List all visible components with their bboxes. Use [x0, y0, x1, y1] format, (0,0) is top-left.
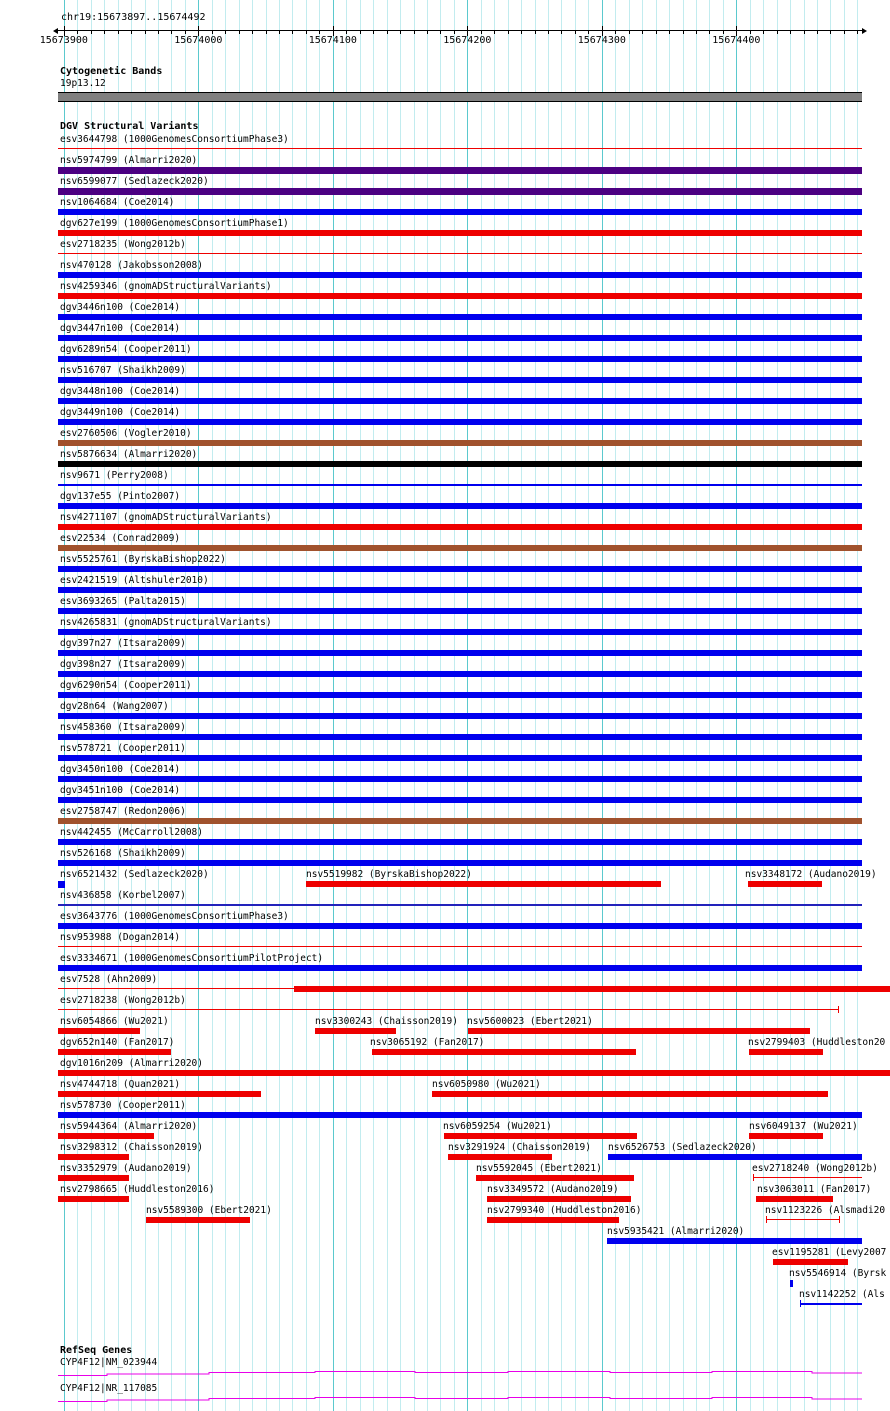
variant-label[interactable]: nsv2799340 (Huddleston2016): [487, 1205, 642, 1216]
variant-label[interactable]: esv3644798 (1000GenomesConsortiumPhase3): [60, 134, 289, 145]
variant-label[interactable]: nsv3349572 (Audano2019): [487, 1184, 619, 1195]
dgv-track-title: DGV Structural Variants: [60, 121, 199, 132]
variant-label[interactable]: nsv5944364 (Almarri2020): [60, 1121, 198, 1132]
variant-label[interactable]: nsv458360 (Itsara2009): [60, 722, 186, 733]
variant-label[interactable]: esv2421519 (Altshuler2010): [60, 575, 209, 586]
variant-label[interactable]: nsv3065192 (Fan2017): [370, 1037, 485, 1048]
ruler-tick-label: 15674100: [308, 35, 357, 46]
variant-label[interactable]: dgv137e55 (Pinto2007): [60, 491, 181, 502]
variant-label[interactable]: nsv1142252 (Als: [799, 1289, 885, 1300]
variant-label[interactable]: esv2718240 (Wong2012b): [752, 1163, 878, 1174]
variant-label[interactable]: nsv6059254 (Wu2021): [443, 1121, 552, 1132]
gene-model-line[interactable]: [58, 1372, 862, 1376]
variant-label[interactable]: dgv397n27 (Itsara2009): [60, 638, 186, 649]
variant-label[interactable]: esv2758747 (Redon2006): [60, 806, 186, 817]
cytoband-track-title: Cytogenetic Bands: [60, 66, 163, 77]
variant-label[interactable]: dgv3450n100 (Coe2014): [60, 764, 181, 775]
variant-label[interactable]: nsv4259346 (gnomADStructuralVariants): [60, 281, 272, 292]
variant-label[interactable]: nsv5592045 (Ebert2021): [476, 1163, 602, 1174]
variant-label[interactable]: nsv5600023 (Ebert2021): [467, 1016, 593, 1027]
variant-label[interactable]: dgv3446n100 (Coe2014): [60, 302, 181, 313]
variant-label[interactable]: nsv4265831 (gnomADStructuralVariants): [60, 617, 272, 628]
variant-label[interactable]: nsv5525761 (ByrskaBishop2022): [60, 554, 226, 565]
variant-label[interactable]: dgv6289n54 (Cooper2011): [60, 344, 192, 355]
variant-label[interactable]: dgv6290n54 (Cooper2011): [60, 680, 192, 691]
variant-label[interactable]: nsv953988 (Dogan2014): [60, 932, 181, 943]
variant-label[interactable]: dgv652n140 (Fan2017): [60, 1037, 175, 1048]
variant-label[interactable]: dgv398n27 (Itsara2009): [60, 659, 186, 670]
variant-label[interactable]: nsv6054866 (Wu2021): [60, 1016, 169, 1027]
variant-label[interactable]: nsv9671 (Perry2008): [60, 470, 169, 481]
variant-label[interactable]: nsv3352979 (Audano2019): [60, 1163, 192, 1174]
ruler-tick-label: 15674000: [174, 35, 223, 46]
variant-label[interactable]: dgv3449n100 (Coe2014): [60, 407, 181, 418]
variant-label[interactable]: esv2718238 (Wong2012b): [60, 995, 186, 1006]
ruler-tick-label: 15674200: [443, 35, 492, 46]
variant-label[interactable]: nsv5519982 (ByrskaBishop2022): [306, 869, 472, 880]
variant-label[interactable]: dgv3447n100 (Coe2014): [60, 323, 181, 334]
variant-label[interactable]: nsv6599077 (Sedlazeck2020): [60, 176, 209, 187]
ruler-tick-label: 15673900: [39, 35, 88, 46]
variant-label[interactable]: nsv5935421 (Almarri2020): [607, 1226, 745, 1237]
variant-label[interactable]: nsv470128 (Jakobsson2008): [60, 260, 203, 271]
variant-label[interactable]: nsv6049137 (Wu2021): [749, 1121, 858, 1132]
variant-label[interactable]: nsv526168 (Shaikh2009): [60, 848, 186, 859]
variant-label[interactable]: esv1195281 (Levy2007: [772, 1247, 887, 1258]
variant-label[interactable]: nsv3063011 (Fan2017): [757, 1184, 872, 1195]
variant-label[interactable]: nsv3348172 (Audano2019): [745, 869, 877, 880]
variant-label[interactable]: nsv6526753 (Sedlazeck2020): [608, 1142, 757, 1153]
variant-label[interactable]: nsv4744718 (Quan2021): [60, 1079, 181, 1090]
variant-label[interactable]: nsv3291924 (Chaisson2019): [448, 1142, 591, 1153]
cytoband-label: 19p13.12: [60, 78, 106, 89]
variant-label[interactable]: nsv5589300 (Ebert2021): [146, 1205, 272, 1216]
variant-label[interactable]: esv2760506 (Vogler2010): [60, 428, 192, 439]
variant-label[interactable]: esv3693265 (Palta2015): [60, 596, 186, 607]
refseq-gene-label[interactable]: CYP4F12|NR_117085: [60, 1383, 158, 1394]
variant-label[interactable]: nsv5974799 (Almarri2020): [60, 155, 198, 166]
variant-label[interactable]: nsv2798665 (Huddleston2016): [60, 1184, 215, 1195]
variant-label[interactable]: nsv442455 (McCarroll2008): [60, 827, 203, 838]
variant-label[interactable]: nsv5546914 (Byrsk: [789, 1268, 887, 1279]
variant-label[interactable]: esv3643776 (1000GenomesConsortiumPhase3): [60, 911, 289, 922]
variant-label[interactable]: nsv6521432 (Sedlazeck2020): [60, 869, 209, 880]
variant-label[interactable]: nsv1064684 (Coe2014): [60, 197, 175, 208]
gene-model-line[interactable]: [58, 1398, 862, 1402]
variant-label[interactable]: nsv3298312 (Chaisson2019): [60, 1142, 203, 1153]
variant-label[interactable]: esv22534 (Conrad2009): [60, 533, 181, 544]
variant-label[interactable]: dgv28n64 (Wang2007): [60, 701, 169, 712]
variant-label[interactable]: esv3334671 (1000GenomesConsortiumPilotProject): [60, 953, 324, 964]
region-title: chr19:15673897..15674492: [61, 12, 206, 23]
variant-label[interactable]: dgv3451n100 (Coe2014): [60, 785, 181, 796]
variant-label[interactable]: nsv436858 (Korbel2007): [60, 890, 186, 901]
variant-label[interactable]: nsv516707 (Shaikh2009): [60, 365, 186, 376]
variant-label[interactable]: nsv1123226 (Alsmadi20: [765, 1205, 886, 1216]
variant-label[interactable]: dgv1016n209 (Almarri2020): [60, 1058, 203, 1069]
refseq-track-title: RefSeq Genes: [60, 1345, 133, 1356]
variant-label[interactable]: nsv2799403 (Huddleston20: [748, 1037, 886, 1048]
variant-label[interactable]: dgv3448n100 (Coe2014): [60, 386, 181, 397]
variant-label[interactable]: nsv4271107 (gnomADStructuralVariants): [60, 512, 272, 523]
ruler-tick-label: 15674300: [577, 35, 626, 46]
ruler-tick-label: 15674400: [712, 35, 761, 46]
variant-label[interactable]: nsv578721 (Cooper2011): [60, 743, 186, 754]
refseq-gene-label[interactable]: CYP4F12|NM_023944: [60, 1357, 158, 1368]
variant-label[interactable]: nsv578730 (Cooper2011): [60, 1100, 186, 1111]
variant-label[interactable]: dgv627e199 (1000GenomesConsortiumPhase1): [60, 218, 289, 229]
variant-label[interactable]: nsv3300243 (Chaisson2019): [315, 1016, 458, 1027]
variant-label[interactable]: esv7528 (Ahn2009): [60, 974, 158, 985]
variant-label[interactable]: nsv6050980 (Wu2021): [432, 1079, 541, 1090]
variant-label[interactable]: esv2718235 (Wong2012b): [60, 239, 186, 250]
variant-label[interactable]: nsv5876634 (Almarri2020): [60, 449, 198, 460]
